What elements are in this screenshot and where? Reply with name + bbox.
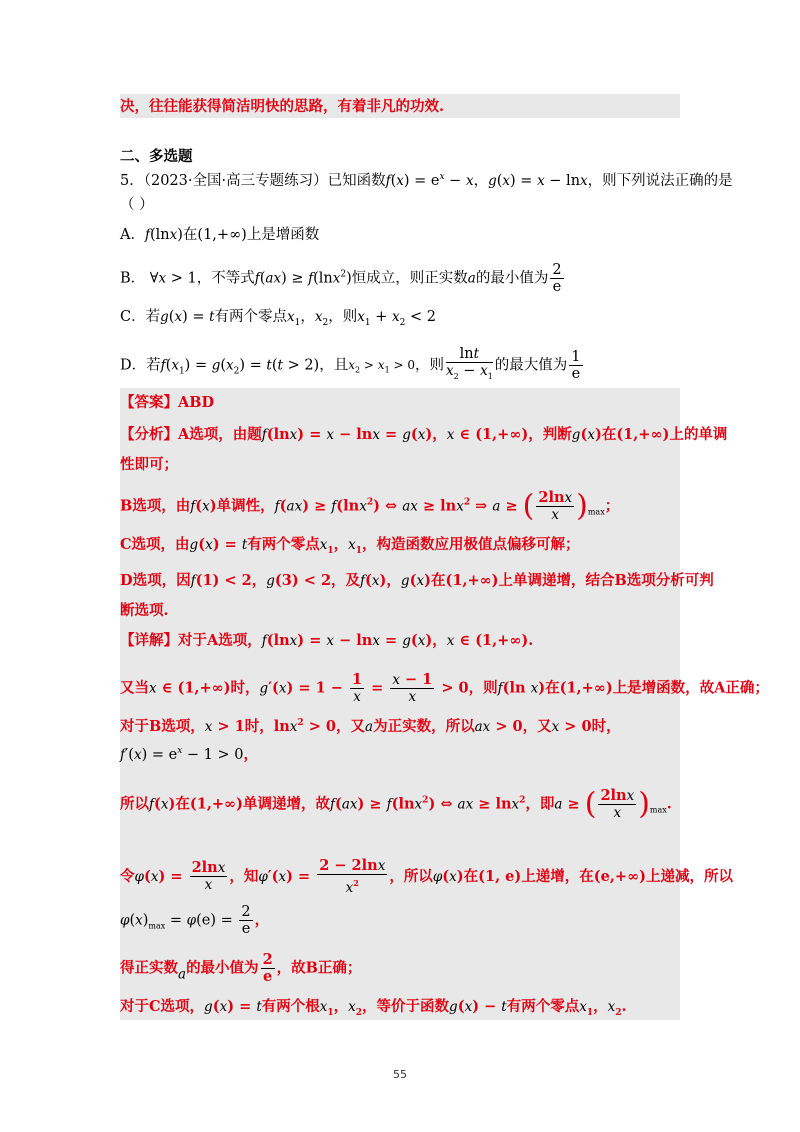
detail-line-9: 对于C选项，g(x) = t有两个根$x_1$，$x_2$，等价于函数g(x) − t有两个零点$x_1$，$x_2$. xyxy=(120,998,627,1018)
option-c: C．若g(x) = t有两个零点$x_1$，$x_2$，则$x_1 + x_2 < 2$ xyxy=(120,309,436,328)
answer-line: 【答案】ABD xyxy=(120,394,215,411)
detail-line-7: $\varphi(x)_{max} = \varphi(e)$ = $\frac{2}{e}$ ， xyxy=(120,904,270,937)
analysis-line-4: C选项，由g(x) = t有两个零点$x_1$，$x_1$，构造函数应用极值点偏移可解； xyxy=(120,536,580,556)
question-paren: （ ） xyxy=(120,197,154,213)
detail-line-3: 对于B选项，x > 1时，lnx$^2$ > 0，又a为正实数，所以ax > 0，又x > 0时， xyxy=(120,717,621,735)
section-heading: 二、多选题 xyxy=(120,148,193,165)
option-b: B． ∀x > 1，不等式f(ax) ≥ f(lnx$^2$)恒成立，则正实数a的最小值为 $\frac{2}{e}$ xyxy=(120,262,562,295)
question-5-line: 5．（2023·全国·高三专题练习）已知函数$f(x) = e^x - x$，g(x) = x − lnx，则下列说法正确的是 xyxy=(120,172,733,189)
detail-line-6: 令φ(x) = $\frac{2\ln x}{x}$ ，知φ′(x) = $\frac{2 - 2\ln x}{x^2}$ ，所以φ(x)在(1, e)上递增，在(e,+∞)上递减，所以 xyxy=(120,857,734,896)
option-a: A．f(lnx)在(1,+∞)上是增函数 xyxy=(120,227,320,243)
detail-line-2: 又当x ∈ (1,+∞)时，g′(x) = 1 − $\frac{1}{x}$ = $\frac{x - 1}{x}$ > 0，则f(ln x)在(1,+∞)上是增函数，故A正确； xyxy=(120,671,769,705)
detail-line-8: 得正实数a的最小值为 $\frac{2}{e}$ ，故B正确； xyxy=(120,951,362,985)
detail-line-4: $f'(x) = e^x - 1 > 0$， xyxy=(120,745,258,763)
analysis-line-2: 性即可； xyxy=(120,456,178,473)
analysis-line-1: 【分析】A选项，由题f(lnx) = x − lnx = g(x)，x ∈ (1,+∞)，判断g(x)在(1,+∞)上的单调 xyxy=(120,426,728,443)
analysis-line-6: 断选项. xyxy=(120,602,169,619)
continuation-line: 决，往往能获得简洁明快的思路，有着非凡的功效. xyxy=(120,98,445,115)
detail-line-5: 所以f(x)在(1,+∞)单调递增，故f(ax) ≥ f(lnx$^2$) ⇔ ax ≥ lnx$^2$，即a ≥ ( $\frac{2\ln x}{x}$ )$_{max}$. xyxy=(120,786,672,822)
analysis-line-3: B选项，由f(x)单调性，f(ax) ≥ f(lnx$^2$) ⇔ ax ≥ lnx$^2$ ⇒ a ≥ ( $\frac{2\ln x}{x}$ )$_{max}$； xyxy=(120,488,620,524)
detail-line-1: 【详解】对于A选项，f(lnx) = x − lnx = g(x)，x ∈ (1,+∞). xyxy=(120,632,534,649)
page-number: 55 xyxy=(393,1068,407,1081)
analysis-line-5: D选项，因f(1) < 2，g(3) < 2，及f(x)，g(x)在(1,+∞)上单调递增，结合B选项分析可判 xyxy=(120,572,714,589)
option-d: D．若$f(x_1) = g(x_2) = t(t > 2)$，且$x_2 > x_1 > 0$，则 $\frac{\ln t}{x_2 - x_1}$ 的最大值为 $\frac{1}{e}$ xyxy=(120,346,581,382)
